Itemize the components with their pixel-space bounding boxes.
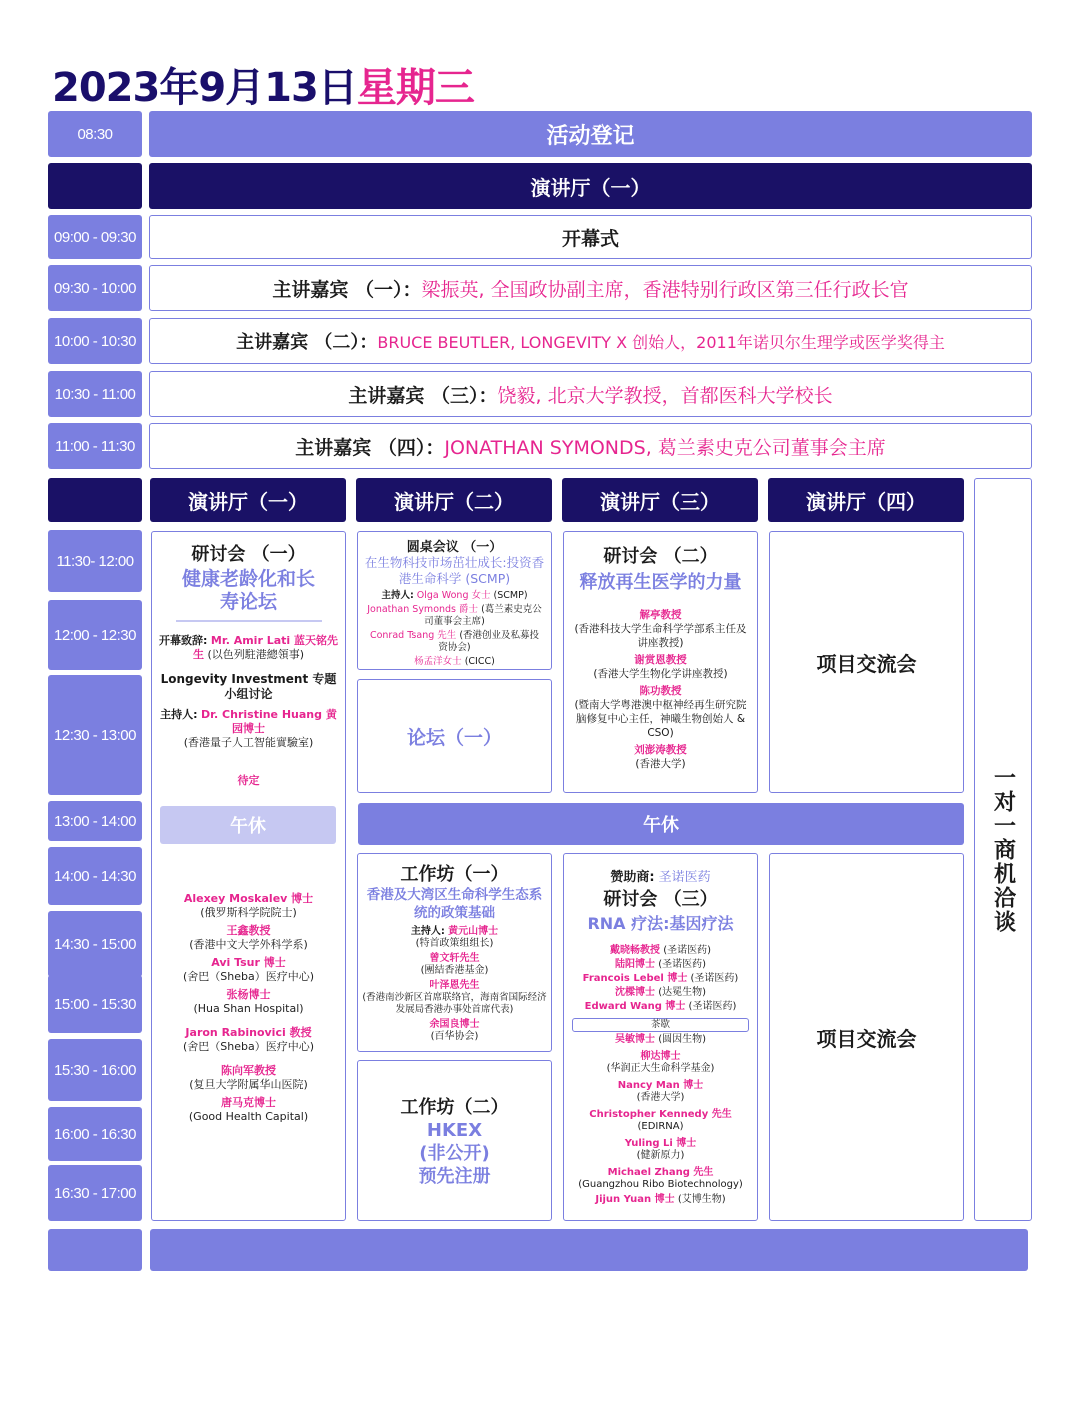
workshop2-line: HKEX — [426, 1120, 483, 1141]
speaker: Avi Tsur 博士 (舍巴（Sheba）医疗中心) — [182, 956, 315, 983]
workshop2-line: (非公开) — [419, 1143, 490, 1164]
keynote-2 — [149, 318, 1032, 364]
speaker: 柳达博士 (华润正大生命科学基金) — [606, 1050, 715, 1074]
speaker: Nancy Man 博士 (香港大学) — [617, 1079, 704, 1103]
time-slot: 12:30 - 13:00 — [48, 675, 142, 795]
hall2-workshop-2 — [357, 1060, 552, 1221]
hall3-seminar-3 — [563, 853, 758, 1221]
keynote-label: 主讲嘉宾 （二）： — [236, 332, 378, 353]
speaker: 吴敏博士 (圆因生物) — [615, 1034, 706, 1045]
hall1-speaker-list — [152, 892, 345, 1124]
hall2-roundtable — [357, 531, 552, 670]
hall1-host: 主持人: Dr. Christine Huang 黄园博士 (香港量子人工智能實驗室) — [160, 707, 337, 749]
hall-header-3: 演讲厅（三） — [562, 478, 758, 522]
speakers-b — [564, 1034, 757, 1206]
workshop1-title: 工作坊（一） — [400, 864, 509, 885]
time-slot: 09:30 - 10:00 — [48, 265, 142, 311]
hall1-seminar-title: 研讨会 （一） — [191, 544, 306, 565]
time-slot: 14:00 - 14:30 — [48, 847, 142, 905]
time-slot: 11:00 - 11:30 — [48, 423, 142, 469]
time-slot: 09:00 - 09:30 — [48, 215, 142, 259]
speaker: 谢赏恩教授 (香港大学生物化学讲座教授) — [593, 654, 728, 680]
panelist: Jonathan Symonds 爵士 (葛兰素史克公司董事会主席) — [367, 604, 542, 627]
bottom-bar — [150, 1229, 1028, 1271]
workshop2-title: 工作坊（二） — [400, 1097, 509, 1118]
speaker: Christopher Kennedy 先生 (EDIRNA) — [589, 1108, 732, 1132]
keynote-detail: 饶毅, 北京大学教授，首都医科大学校长 — [497, 384, 833, 407]
keynote-label: 主讲嘉宾 （三）： — [348, 384, 498, 407]
speaker: 陆阳博士 (圣诺医药) — [615, 959, 706, 970]
speakers-a — [564, 944, 757, 1014]
workshop1-sub: 香港及大湾区生命科学生态系统的政策基础 — [366, 887, 543, 921]
time-slot: 14:30 - 15:00 — [48, 911, 142, 977]
one-on-one-label: 一对一商机洽谈 — [990, 765, 1016, 934]
keynote-label: 主讲嘉宾 （四）： — [295, 436, 445, 459]
seminar3-sub: RNA 疗法:基因疗法 — [587, 914, 734, 933]
panelist: Conrad Tsang 先生 (香港创业及私募投资协会) — [369, 630, 540, 653]
keynote-3 — [149, 371, 1032, 417]
speaker: Michael Zhang 先生 (Guangzhou Ribo Biotechnology) — [578, 1166, 743, 1190]
hall4-exchange-2: 项目交流会 — [769, 853, 964, 1221]
opening-ceremony: 开幕式 — [149, 215, 1032, 259]
time-slot-blank — [48, 1229, 142, 1271]
hall2-forum: 论坛（一） — [357, 679, 552, 793]
hall1-tbd: 待定 — [237, 773, 260, 787]
workshop1-host: 主持人: 黄元山博士 (特首政策组组长) — [410, 926, 499, 949]
roundtable-title: 圆桌会议 （一） — [406, 540, 503, 555]
time-slot-blank — [48, 478, 142, 522]
seminar3-title: 研讨会 （三） — [603, 889, 718, 910]
hall2-workshop-1 — [357, 853, 552, 1052]
hall1-opening: 开幕致辞: Mr. Amir Lati 蓝天铭先生 (以色列駐港總領事) — [158, 633, 338, 661]
divider — [176, 620, 322, 622]
registration-bar: 活动登记 — [149, 111, 1032, 157]
speaker: 叶泽恩先生 (香港南沙新区首席联络官，海南省国际经济发展局香港办事处首席代表) — [362, 980, 547, 1015]
keynote-4 — [149, 423, 1032, 469]
hall1-lunch: 午休 — [160, 806, 336, 844]
speaker: Francois Lebel 博士 (圣诺医药) — [582, 973, 739, 984]
speaker: 解亭教授 (香港科技大学生命科学学部系主任及讲座教授) — [574, 609, 747, 649]
roundtable-host: 主持人: Olga Wong 女士 (SCMP) — [381, 590, 528, 601]
speaker: Yuling Li 博士 (健新原力) — [624, 1137, 697, 1161]
speaker: 王鑫教授 (香港中文大学外科学系) — [189, 924, 308, 951]
speaker: Jijun Yuan 博士 (艾博生物) — [595, 1193, 726, 1205]
keynote-detail: JONATHAN SYMONDS, 葛兰素史克公司董事会主席 — [444, 436, 886, 459]
speaker: 陈向军教授 (复旦大学附属华山医院) — [189, 1064, 308, 1091]
hall1-seminar-sub: 健康老龄化和长寿论坛 — [181, 568, 315, 613]
hall4-exchange-1: 项目交流会 — [769, 531, 964, 793]
time-slot: 16:30 - 17:00 — [48, 1165, 142, 1221]
time-slot: 10:30 - 11:00 — [48, 371, 142, 417]
page-title — [52, 56, 474, 113]
speaker: Alexey Moskalev 博士 (俄罗斯科学院院士) — [183, 892, 314, 919]
one-on-one-panel — [974, 478, 1032, 1221]
keynote-1 — [149, 265, 1032, 311]
speaker: 唐马克博士 (Good Health Capital) — [188, 1096, 309, 1123]
seminar2-sub: 释放再生医学的力量 — [579, 572, 742, 593]
speaker: 余国良博士 (百华协会) — [429, 1019, 480, 1042]
workshop2-line: 预先注册 — [418, 1166, 491, 1187]
keynote-detail: 梁振英, 全国政协副主席，香港特别行政区第三任行政长官 — [421, 278, 909, 301]
main-hall-header: 演讲厅（一） — [149, 163, 1032, 209]
time-slot: 15:00 - 15:30 — [48, 975, 142, 1033]
time-slot-blank — [48, 163, 142, 209]
speaker: 刘澎涛教授 (香港大学) — [634, 744, 687, 770]
hall-header-2: 演讲厅（二） — [356, 478, 552, 522]
hall1-panel: Longevity Investment 专题小组讨论 — [160, 671, 337, 701]
speaker: 张杨博士 (Hua Shan Hospital) — [193, 988, 304, 1015]
hall3-seminar-2 — [563, 531, 758, 793]
tea-break: 茶歇 — [572, 1018, 749, 1032]
speaker: Jaron Rabinovici 教授 (舍巴（Sheba）医疗中心) — [182, 1026, 315, 1053]
speaker: 戴晓畅教授 (圣诺医药) — [610, 945, 711, 956]
shared-lunch: 午休 — [358, 803, 964, 845]
time-slot: 16:00 - 16:30 — [48, 1107, 142, 1161]
time-slot: 11:30- 12:00 — [48, 530, 142, 592]
title-date: 2023年9月13日 — [52, 65, 357, 111]
title-weekday: 星期三 — [356, 65, 474, 111]
time-slot: 10:00 - 10:30 — [48, 318, 142, 364]
speaker: 沈樑博士 (达冕生物) — [615, 987, 706, 998]
keynote-label: 主讲嘉宾 （一）： — [272, 278, 422, 301]
hall-header-1: 演讲厅（一） — [150, 478, 346, 522]
time-slot: 12:00 - 12:30 — [48, 600, 142, 670]
seminar2-title: 研讨会 （二） — [603, 546, 718, 567]
time-slot: 08:30 — [48, 111, 142, 157]
time-slot: 13:00 - 14:00 — [48, 801, 142, 841]
panelist: 杨孟洋女士 (CICC) — [414, 656, 495, 667]
speaker: 陈功教授 (暨南大学粤港澳中枢神经再生研究院脑修复中心主任，神曦生物创始人 & CSO) — [574, 685, 747, 739]
roundtable-sub: 在生物科技市场茁壮成长:投资香港生命科学 (SCMP) — [364, 555, 545, 586]
hall-header-4: 演讲厅（四） — [768, 478, 964, 522]
sponsor: 赞助商: 圣诺医药 — [610, 870, 711, 885]
time-slot: 15:30 - 16:00 — [48, 1039, 142, 1101]
keynote-detail: BRUCE BEUTLER, LONGEVITY X 创始人，2011年诺贝尔生理学或医学奖得主 — [377, 332, 945, 352]
speaker: 曾文轩先生 (團結香港基金) — [420, 953, 489, 976]
speaker: Edward Wang 博士 (圣诺医药) — [584, 1001, 737, 1012]
